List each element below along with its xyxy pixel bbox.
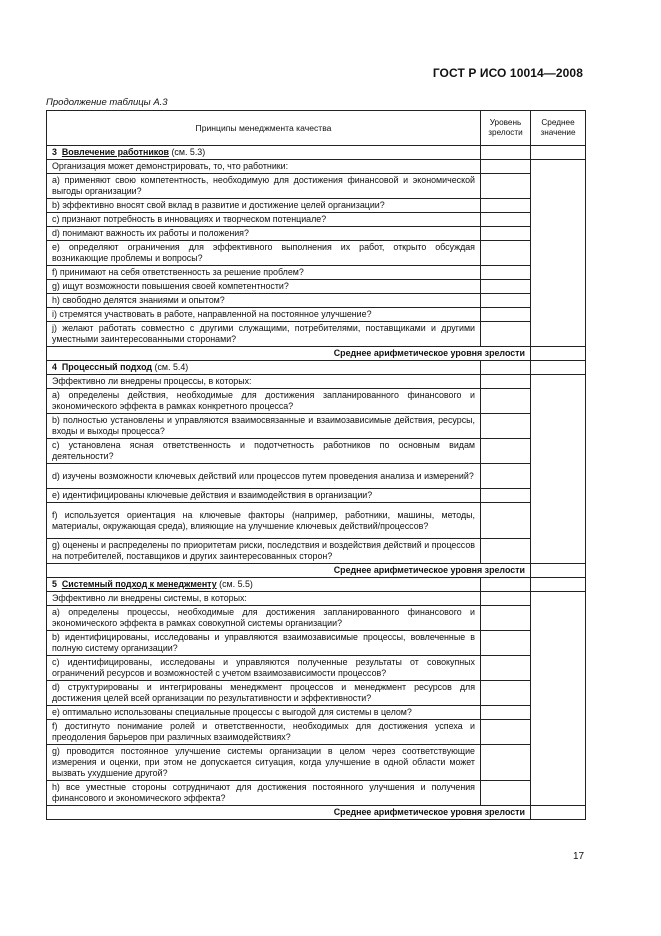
section-intro: Эффективно ли внедрены процессы, в которых:	[47, 375, 481, 389]
criterion-text: b) идентифицированы, исследованы и управляются взаимозависимые процессы, вовлеченные в полную систему организации?	[47, 631, 481, 656]
section-average-label: Среднее арифметическое уровня зрелости	[47, 347, 531, 361]
section-average-row	[47, 806, 586, 820]
level-cell[interactable]	[481, 213, 531, 227]
table-row	[47, 227, 586, 241]
average-cell	[531, 592, 586, 806]
section-intro-row	[47, 375, 586, 389]
header-maturity-level: Уровень зрелости	[481, 111, 531, 146]
criterion-text: с) признают потребность в инновациях и творческом потенциале?	[47, 213, 481, 227]
table-caption: Продолжение таблицы А.3	[46, 97, 168, 108]
table-row	[47, 781, 586, 806]
header-principles: Принципы менеджмента качества	[47, 111, 481, 146]
criterion-text: е) определяют ограничения для эффективного выполнения их работ, открыто обсуждая возникающие проблемы и вопросы?	[47, 241, 481, 266]
table-row	[47, 213, 586, 227]
table-row	[47, 606, 586, 631]
criterion-text: а) определены действия, необходимые для достижения запланированного финансового и экономического эффекта в рамках конкретного процесса?	[47, 389, 481, 414]
section-intro: Организация может демонстрировать, то, что работники:	[47, 160, 481, 174]
level-cell[interactable]	[481, 720, 531, 745]
criterion-text: h) все уместные стороны сотрудничают для достижения постоянного улучшения и получения финансового и экономического эффекта?	[47, 781, 481, 806]
criterion-text: а) определены процессы, необходимые для достижения запланированного финансового и экономического эффекта в рамках совокупной системы организации?	[47, 606, 481, 631]
criterion-text: h) свободно делятся знаниями и опытом?	[47, 294, 481, 308]
section-header-row	[47, 578, 586, 592]
table-row	[47, 720, 586, 745]
level-cell[interactable]	[481, 389, 531, 414]
level-cell[interactable]	[481, 539, 531, 564]
section-header-row	[47, 146, 586, 160]
criterion-text: е) идентифицированы ключевые действия и взаимодействия в организации?	[47, 489, 481, 503]
level-cell[interactable]	[481, 631, 531, 656]
table-row	[47, 389, 586, 414]
table-row	[47, 199, 586, 213]
section-intro: Эффективно ли внедрены системы, в которых:	[47, 592, 481, 606]
table-row	[47, 266, 586, 280]
criterion-text: b) эффективно вносят свой вклад в развитие и достижение целей организации?	[47, 199, 481, 213]
table-row	[47, 308, 586, 322]
criterion-text: j) желают работать совместно с другими служащими, потребителями, поставщиками и другими уместными заинтересованными сторонами?	[47, 322, 481, 347]
level-cell[interactable]	[481, 199, 531, 213]
section-title: 4 Процессный подход (см. 5.4)	[47, 361, 481, 375]
level-cell	[481, 578, 531, 592]
average-value-cell[interactable]	[531, 806, 586, 820]
table-row	[47, 489, 586, 503]
level-cell[interactable]	[481, 294, 531, 308]
level-cell	[481, 375, 531, 389]
section-intro-row	[47, 592, 586, 606]
criterion-text: d) изучены возможности ключевых действий или процессов путем проведения анализа и измерений?	[47, 464, 481, 489]
level-cell[interactable]	[481, 781, 531, 806]
table-row	[47, 464, 586, 489]
table-row	[47, 294, 586, 308]
average-cell	[531, 578, 586, 592]
table-header-row	[47, 111, 586, 146]
table-row	[47, 174, 586, 199]
header-average-value: Среднее значение	[531, 111, 586, 146]
level-cell[interactable]	[481, 174, 531, 199]
section-title: 3 Вовлечение работников (см. 5.3)	[47, 146, 481, 160]
table-row	[47, 241, 586, 266]
criterion-text: с) идентифицированы, исследованы и управляются полученные результаты от совокупных ограничений ресурсов и возможностей с учетом взаимозависимости процессов?	[47, 656, 481, 681]
level-cell[interactable]	[481, 706, 531, 720]
criterion-text: d) понимают важность их работы и положения?	[47, 227, 481, 241]
table-row	[47, 280, 586, 294]
level-cell[interactable]	[481, 241, 531, 266]
level-cell[interactable]	[481, 606, 531, 631]
criterion-text: f) достигнуто понимание ролей и ответственности, необходимых для достижения успеха и преодоления барьеров при различных взаимодействиях?	[47, 720, 481, 745]
level-cell[interactable]	[481, 656, 531, 681]
table-row	[47, 656, 586, 681]
level-cell[interactable]	[481, 414, 531, 439]
criterion-text: f) используется ориентация на ключевые факторы (например, работники, машины, методы, материалы, окружающая среда), влияющие на улучшение ключевых действий/процессов?	[47, 503, 481, 539]
criterion-text: е) оптимально использованы специальные процессы с выгодой для системы в целом?	[47, 706, 481, 720]
table-row	[47, 745, 586, 781]
average-cell	[531, 361, 586, 375]
level-cell	[481, 361, 531, 375]
criterion-text: b) полностью установлены и управляются взаимосвязанные и взаимозависимые действия, ресурсы, входы и выходы процесса?	[47, 414, 481, 439]
level-cell	[481, 146, 531, 160]
level-cell	[481, 592, 531, 606]
criterion-text: d) структурированы и интегрированы менеджмент процессов и менеджмент ресурсов для достижения целей всей организации по результативности и эффективности?	[47, 681, 481, 706]
table-row	[47, 414, 586, 439]
average-value-cell[interactable]	[531, 564, 586, 578]
criterion-text: f) принимают на себя ответственность за решение проблем?	[47, 266, 481, 280]
level-cell[interactable]	[481, 464, 531, 489]
table-row	[47, 439, 586, 464]
average-cell	[531, 375, 586, 564]
maturity-table	[46, 110, 586, 820]
document-id: ГОСТ Р ИСО 10014—2008	[432, 66, 583, 80]
level-cell[interactable]	[481, 322, 531, 347]
criterion-text: g) проводится постоянное улучшение системы организации в целом через соответствующие измерения и оценки, при этом не допускается ситуация, когда улучшение в одной области может вызвать ухудшение другой?	[47, 745, 481, 781]
level-cell[interactable]	[481, 503, 531, 539]
criterion-text: с) установлена ясная ответственность и подотчетность работников по основным видам деятельности?	[47, 439, 481, 464]
table-row	[47, 681, 586, 706]
section-title: 5 Системный подход к менеджменту (см. 5.5)	[47, 578, 481, 592]
table-row	[47, 706, 586, 720]
level-cell[interactable]	[481, 308, 531, 322]
criterion-text: i) стремятся участвовать в работе, направленной на постоянное улучшение?	[47, 308, 481, 322]
level-cell[interactable]	[481, 227, 531, 241]
level-cell[interactable]	[481, 266, 531, 280]
table-row	[47, 322, 586, 347]
criterion-text: g) ищут возможности повышения своей компетентности?	[47, 280, 481, 294]
section-average-label: Среднее арифметическое уровня зрелости	[47, 806, 531, 820]
level-cell	[481, 160, 531, 174]
table-row	[47, 539, 586, 564]
level-cell[interactable]	[481, 280, 531, 294]
section-average-label: Среднее арифметическое уровня зрелости	[47, 564, 531, 578]
section-intro-row	[47, 160, 586, 174]
section-header-row	[47, 361, 586, 375]
section-average-row	[47, 564, 586, 578]
level-cell[interactable]	[481, 489, 531, 503]
criterion-text: g) оценены и распределены по приоритетам риски, последствия и воздействия действий и процессов на потребителей, поставщиков и других заинтересованных сторон?	[47, 539, 481, 564]
section-average-row	[47, 347, 586, 361]
criterion-text: а) применяют свою компетентность, необходимую для достижения финансовой и экономической выгоды организации?	[47, 174, 481, 199]
level-cell[interactable]	[481, 439, 531, 464]
level-cell[interactable]	[481, 681, 531, 706]
table-row	[47, 503, 586, 539]
level-cell[interactable]	[481, 745, 531, 781]
table-row	[47, 631, 586, 656]
average-value-cell[interactable]	[531, 347, 586, 361]
average-cell	[531, 160, 586, 347]
page-number: 17	[573, 851, 585, 862]
average-cell	[531, 146, 586, 160]
